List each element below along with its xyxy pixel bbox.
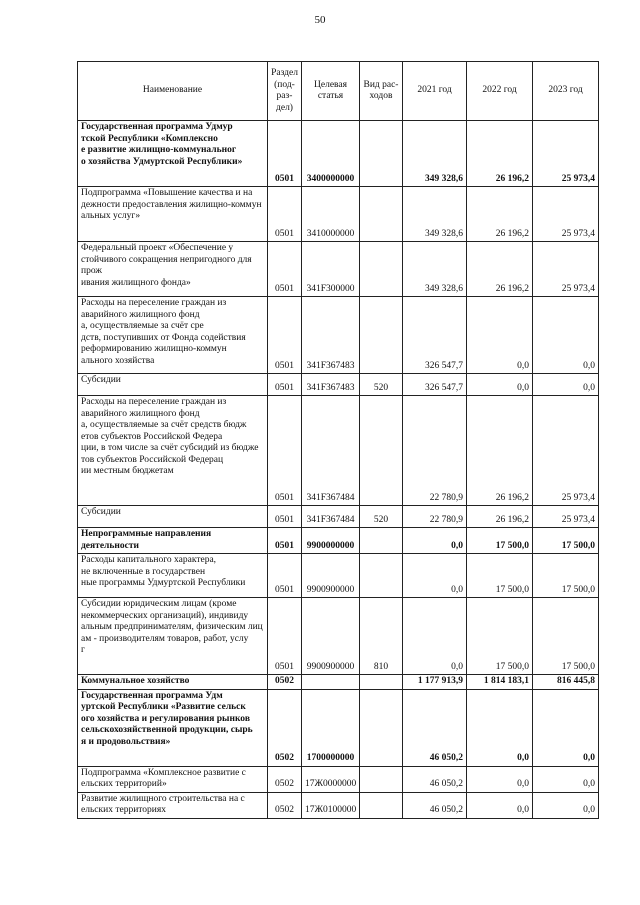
cell-2023: 25 973,4	[533, 121, 599, 187]
cell-2022: 26 196,2	[467, 187, 533, 242]
cell-2022: 26 196,2	[467, 121, 533, 187]
table-row	[78, 554, 599, 598]
cell-name: Расходы капитального характера, не включенные в государствен ные программы Удмуртской Республики	[78, 554, 268, 598]
cell-target	[302, 675, 360, 690]
cell-section: 0501	[268, 528, 302, 554]
cell-2021: 0,0	[403, 554, 467, 598]
cell-section: 0501	[268, 187, 302, 242]
cell-expense-type: 520	[360, 374, 403, 396]
table-row	[78, 297, 599, 374]
header-target: Целевая статья	[302, 62, 360, 121]
cell-name: Федеральный проект «Обеспечение у стойчивого сокращения непригодного для прож ивания жилищного фонда»	[78, 242, 268, 297]
cell-section: 0502	[268, 766, 302, 792]
cell-2022: 0,0	[467, 374, 533, 396]
cell-2023: 25 973,4	[533, 187, 599, 242]
cell-target: 341F300000	[302, 242, 360, 297]
table-row	[78, 374, 599, 396]
cell-target: 341F367484	[302, 396, 360, 506]
table-row	[78, 506, 599, 528]
cell-2022: 0,0	[467, 689, 533, 766]
table-header-row	[78, 62, 599, 121]
cell-2022: 17 500,0	[467, 528, 533, 554]
cell-2023: 17 500,0	[533, 598, 599, 675]
cell-2023: 17 500,0	[533, 528, 599, 554]
cell-2023: 0,0	[533, 374, 599, 396]
cell-2022: 1 814 183,1	[467, 675, 533, 690]
cell-expense-type	[360, 121, 403, 187]
cell-2021: 349 328,6	[403, 187, 467, 242]
cell-section: 0501	[268, 297, 302, 374]
cell-expense-type	[360, 689, 403, 766]
cell-expense-type	[360, 766, 403, 792]
cell-expense-type	[360, 297, 403, 374]
cell-2021: 22 780,9	[403, 396, 467, 506]
cell-2022: 26 196,2	[467, 396, 533, 506]
cell-2022: 0,0	[467, 766, 533, 792]
cell-2023: 816 445,8	[533, 675, 599, 690]
cell-target: 341F367483	[302, 297, 360, 374]
cell-section: 0501	[268, 242, 302, 297]
cell-name: Подпрограмма «Комплексное развитие с ельских территорий»	[78, 766, 268, 792]
header-2023: 2023 год	[533, 62, 599, 121]
table-row	[78, 242, 599, 297]
cell-section: 0501	[268, 374, 302, 396]
table-row	[78, 528, 599, 554]
cell-2021: 22 780,9	[403, 506, 467, 528]
cell-expense-type	[360, 528, 403, 554]
cell-2021: 0,0	[403, 528, 467, 554]
cell-target: 9900900000	[302, 598, 360, 675]
cell-2021: 349 328,6	[403, 121, 467, 187]
cell-2023: 0,0	[533, 689, 599, 766]
cell-2021: 1 177 913,9	[403, 675, 467, 690]
cell-expense-type: 520	[360, 506, 403, 528]
cell-2023: 17 500,0	[533, 554, 599, 598]
cell-name: Субсидии	[78, 506, 268, 528]
cell-2022: 26 196,2	[467, 242, 533, 297]
header-2021: 2021 год	[403, 62, 467, 121]
cell-2021: 326 547,7	[403, 297, 467, 374]
header-2022: 2022 год	[467, 62, 533, 121]
cell-2023: 0,0	[533, 792, 599, 818]
cell-expense-type	[360, 396, 403, 506]
cell-2022: 26 196,2	[467, 506, 533, 528]
cell-2021: 0,0	[403, 598, 467, 675]
cell-name: Субсидии юридическим лицам (кроме некоммерческих организаций), индивиду альным предпринимателям, физическим лиц ам - производителям товаров, работ, услу г	[78, 598, 268, 675]
cell-target: 3400000000	[302, 121, 360, 187]
cell-2022: 0,0	[467, 297, 533, 374]
cell-2021: 46 050,2	[403, 766, 467, 792]
cell-section: 0501	[268, 554, 302, 598]
cell-expense-type	[360, 792, 403, 818]
cell-name: Непрограммные направления деятельности	[78, 528, 268, 554]
table-row	[78, 792, 599, 818]
cell-2023: 25 973,4	[533, 506, 599, 528]
cell-target: 17Ж0000000	[302, 766, 360, 792]
cell-section: 0501	[268, 396, 302, 506]
table-row	[78, 187, 599, 242]
header-section: Раздел (под- раз- дел)	[268, 62, 302, 121]
table-row	[78, 689, 599, 766]
header-name: Наименование	[78, 62, 268, 121]
table-row	[78, 675, 599, 690]
cell-2022: 17 500,0	[467, 554, 533, 598]
cell-2022: 0,0	[467, 792, 533, 818]
cell-target: 341F367484	[302, 506, 360, 528]
page-number: 50	[314, 14, 326, 26]
cell-name: Государственная программа Удм уртской Республики «Развитие сельск ого хозяйства и регулирования рынков сельскохозяйственной продукции, сырь я и продовольствия»	[78, 689, 268, 766]
cell-target: 9900900000	[302, 554, 360, 598]
table-row	[78, 766, 599, 792]
cell-expense-type	[360, 675, 403, 690]
cell-2023: 0,0	[533, 766, 599, 792]
header-expense-type: Вид рас- ходов	[360, 62, 403, 121]
table-row	[78, 121, 599, 187]
cell-section: 0502	[268, 689, 302, 766]
table-row	[78, 396, 599, 506]
cell-section: 0502	[268, 675, 302, 690]
cell-section: 0501	[268, 506, 302, 528]
cell-2021: 46 050,2	[403, 689, 467, 766]
cell-target: 3410000000	[302, 187, 360, 242]
cell-expense-type: 810	[360, 598, 403, 675]
cell-2022: 17 500,0	[467, 598, 533, 675]
cell-expense-type	[360, 554, 403, 598]
cell-section: 0501	[268, 598, 302, 675]
cell-section: 0502	[268, 792, 302, 818]
cell-name: Субсидии	[78, 374, 268, 396]
cell-2021: 326 547,7	[403, 374, 467, 396]
cell-expense-type	[360, 242, 403, 297]
cell-name: Подпрограмма «Повышение качества и на дежности предоставления жилищно-коммун альных услуг»	[78, 187, 268, 242]
cell-target: 341F367483	[302, 374, 360, 396]
cell-target: 9900000000	[302, 528, 360, 554]
cell-name: Расходы на переселение граждан из аварийного жилищного фонд а, осуществляемые за счёт сре дств, поступивших от Фонда содействия реформированию жилищно-коммун ального хозяйства	[78, 297, 268, 374]
cell-name: Коммунальное хозяйство	[78, 675, 268, 690]
cell-section: 0501	[268, 121, 302, 187]
cell-2023: 25 973,4	[533, 242, 599, 297]
budget-table	[77, 61, 599, 819]
cell-2021: 46 050,2	[403, 792, 467, 818]
cell-2021: 349 328,6	[403, 242, 467, 297]
cell-name: Развитие жилищного строительства на с ельских территориях	[78, 792, 268, 818]
cell-2023: 25 973,4	[533, 396, 599, 506]
table-row	[78, 598, 599, 675]
cell-target: 17Ж0100000	[302, 792, 360, 818]
cell-expense-type	[360, 187, 403, 242]
cell-2023: 0,0	[533, 297, 599, 374]
cell-name: Расходы на переселение граждан из аварийного жилищного фонд а, осуществляемые за счёт средств бюдж етов субъектов Российской Федера ции, в том числе за счёт субсидий из бюдже тов субъектов Российской Федерац ии местным бюджетам	[78, 396, 268, 506]
cell-name: Государственная программа Удмур тской Республики «Комплексно е развитие жилищно-коммунальног о хозяйства Удмуртской Республики»	[78, 121, 268, 187]
cell-target: 1700000000	[302, 689, 360, 766]
